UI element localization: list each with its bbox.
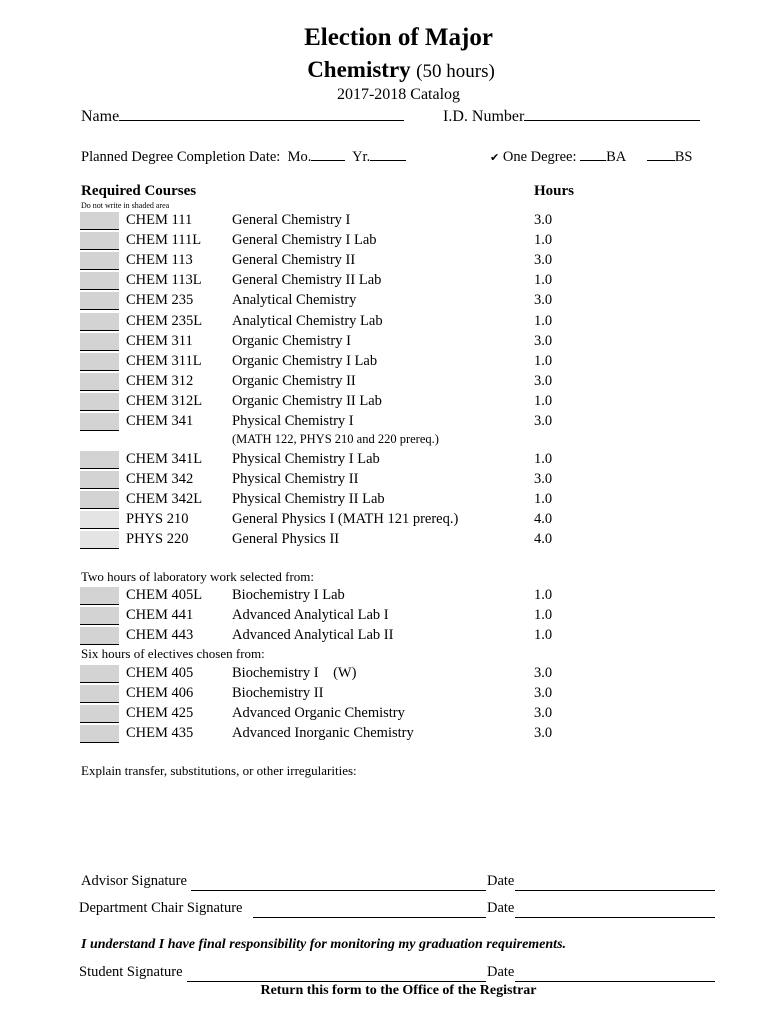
ba-label: BA xyxy=(606,149,626,165)
course-name: Advanced Inorganic Chemistry xyxy=(232,725,414,741)
course-code: PHYS 210 xyxy=(126,511,189,527)
course-code: CHEM 111 xyxy=(126,212,193,228)
month-label: Mo. xyxy=(287,149,312,165)
shaded-box xyxy=(80,511,119,529)
course-name: General Chemistry I Lab xyxy=(232,232,377,248)
prereq-note: (MATH 122, PHYS 210 and 220 prereq.) xyxy=(232,432,439,446)
course-hours: 3.0 xyxy=(534,333,553,349)
course-hours: 3.0 xyxy=(534,373,553,389)
course-name: Physical Chemistry II xyxy=(232,471,359,487)
student-signature-field[interactable] xyxy=(187,980,486,982)
course-hours: 3.0 xyxy=(534,212,553,228)
shaded-box xyxy=(80,725,119,743)
course-name: Physical Chemistry II Lab xyxy=(232,491,385,507)
course-code: CHEM 311L xyxy=(126,353,202,369)
course-name: Analytical Chemistry xyxy=(232,292,357,308)
course-hours: 1.0 xyxy=(534,627,553,643)
course-name: Organic Chemistry II Lab xyxy=(232,393,382,409)
shaded-box xyxy=(80,531,119,549)
course-name: General Chemistry II xyxy=(232,252,356,268)
course-code: CHEM 441 xyxy=(126,607,194,623)
id-row xyxy=(443,106,700,126)
course-code: CHEM 113L xyxy=(126,272,202,288)
course-hours: 3.0 xyxy=(534,725,553,741)
hours-header: Hours xyxy=(534,183,575,199)
shaded-box xyxy=(80,333,119,351)
course-code: CHEM 111L xyxy=(126,232,202,248)
course-hours: 1.0 xyxy=(534,587,553,603)
shaded-box xyxy=(80,292,119,310)
id-number-field[interactable] xyxy=(524,106,700,121)
degree-row xyxy=(490,146,692,166)
course-code: CHEM 113 xyxy=(126,252,193,268)
course-hours: 1.0 xyxy=(534,232,553,248)
course-hours: 3.0 xyxy=(534,705,553,721)
course-hours: 1.0 xyxy=(534,313,553,329)
course-code: CHEM 235 xyxy=(126,292,194,308)
course-hours: 3.0 xyxy=(534,685,553,701)
shaded-box xyxy=(80,685,119,703)
course-hours: 3.0 xyxy=(534,252,553,268)
course-name: Advanced Analytical Lab II xyxy=(232,627,394,643)
shaded-area-note: Do not write in shaded area xyxy=(81,201,170,210)
course-name: Biochemistry I (W) xyxy=(232,665,357,681)
name-label: Name xyxy=(81,108,120,125)
course-code: CHEM 405L xyxy=(126,587,203,603)
shaded-box xyxy=(80,252,119,270)
chair-signature-field[interactable] xyxy=(253,916,486,918)
course-name: General Physics I (MATH 121 prereq.) xyxy=(232,511,459,527)
shaded-box xyxy=(80,373,119,391)
shaded-box xyxy=(80,232,119,250)
advisor-date-field[interactable] xyxy=(515,889,715,891)
student-date-field[interactable] xyxy=(515,980,715,982)
course-code: CHEM 342 xyxy=(126,471,194,487)
course-hours: 4.0 xyxy=(534,531,553,547)
course-name: Physical Chemistry I Lab xyxy=(232,451,380,467)
course-code: CHEM 341 xyxy=(126,413,194,429)
course-hours: 3.0 xyxy=(534,471,553,487)
major-hours: (50 hours) xyxy=(416,61,495,82)
advisor-date-label: Date xyxy=(487,873,515,889)
shaded-box xyxy=(80,393,119,411)
course-name: Analytical Chemistry Lab xyxy=(232,313,383,329)
ba-field[interactable] xyxy=(580,146,606,161)
catalog-year: 2017-2018 Catalog xyxy=(336,86,461,103)
explain-label: Explain transfer, substitutions, or other irregularities: xyxy=(81,763,357,778)
course-code: CHEM 312 xyxy=(126,373,194,389)
shaded-box xyxy=(80,471,119,489)
chair-signature-label: Department Chair Signature xyxy=(79,900,243,916)
form-title: Election of Major xyxy=(304,24,493,51)
course-name: Physical Chemistry I xyxy=(232,413,354,429)
major-name: Chemistry xyxy=(307,57,411,82)
check-icon: ✔ xyxy=(490,152,500,164)
shaded-box xyxy=(80,353,119,371)
course-name: Organic Chemistry I Lab xyxy=(232,353,378,369)
shaded-box xyxy=(80,627,119,645)
course-hours: 4.0 xyxy=(534,511,553,527)
shaded-box xyxy=(80,665,119,683)
one-degree-label: One Degree: xyxy=(502,149,577,165)
name-row xyxy=(81,106,404,126)
student-date-label: Date xyxy=(487,964,515,980)
course-hours: 1.0 xyxy=(534,491,553,507)
id-label: I.D. Number xyxy=(443,108,525,125)
course-name: Advanced Organic Chemistry xyxy=(232,705,405,721)
course-code: CHEM 311 xyxy=(126,333,193,349)
course-code: CHEM 425 xyxy=(126,705,194,721)
shaded-box xyxy=(80,607,119,625)
course-hours: 3.0 xyxy=(534,413,553,429)
course-hours: 1.0 xyxy=(534,451,553,467)
course-name: General Chemistry I xyxy=(232,212,351,228)
course-hours: 3.0 xyxy=(534,665,553,681)
elective-section-label: Six hours of electives chosen from: xyxy=(81,646,265,661)
course-code: CHEM 312L xyxy=(126,393,203,409)
course-name: Organic Chemistry II xyxy=(232,373,356,389)
course-name: Organic Chemistry I xyxy=(232,333,351,349)
chair-date-field[interactable] xyxy=(515,916,715,918)
return-instructions: Return this form to the Office of the Registrar xyxy=(260,983,537,998)
required-courses-header: Required Courses xyxy=(81,183,197,199)
year-label: Yr. xyxy=(352,149,371,165)
completion-label: Planned Degree Completion Date: xyxy=(81,149,281,165)
bs-label: BS xyxy=(674,149,693,165)
shaded-box xyxy=(80,413,119,431)
course-name: Advanced Analytical Lab I xyxy=(232,607,389,623)
shaded-box xyxy=(80,705,119,723)
course-code: CHEM 342L xyxy=(126,491,203,507)
shaded-box xyxy=(80,212,119,230)
advisor-signature-label: Advisor Signature xyxy=(81,873,187,889)
shaded-box xyxy=(80,491,119,509)
course-code: PHYS 220 xyxy=(126,531,189,547)
name-field[interactable] xyxy=(119,106,404,121)
course-code: CHEM 235L xyxy=(126,313,203,329)
course-hours: 1.0 xyxy=(534,393,553,409)
advisor-signature-field[interactable] xyxy=(191,889,486,891)
year-field[interactable] xyxy=(370,146,406,161)
course-code: CHEM 443 xyxy=(126,627,194,643)
course-code: CHEM 405 xyxy=(126,665,194,681)
shaded-box xyxy=(80,313,119,331)
course-name: Biochemistry II xyxy=(232,685,324,701)
month-field[interactable] xyxy=(311,146,345,161)
responsibility-statement: I understand I have final responsibility for monitoring my graduation requirements. xyxy=(81,937,567,952)
course-name: Biochemistry I Lab xyxy=(232,587,345,603)
course-hours: 3.0 xyxy=(534,292,553,308)
student-signature-label: Student Signature xyxy=(79,964,183,980)
shaded-box xyxy=(80,587,119,605)
chair-date-label: Date xyxy=(487,900,515,916)
completion-row xyxy=(81,146,406,166)
course-code: CHEM 435 xyxy=(126,725,194,741)
course-code: CHEM 341L xyxy=(126,451,203,467)
lab-section-label: Two hours of laboratory work selected from: xyxy=(81,569,315,584)
shaded-box xyxy=(80,272,119,290)
form-subtitle xyxy=(0,57,770,83)
shaded-box xyxy=(80,451,119,469)
course-hours: 1.0 xyxy=(534,272,553,288)
bs-field[interactable] xyxy=(647,146,675,161)
course-name: General Physics II xyxy=(232,531,340,547)
course-name: General Chemistry II Lab xyxy=(232,272,382,288)
course-code: CHEM 406 xyxy=(126,685,194,701)
course-hours: 1.0 xyxy=(534,353,553,369)
course-hours: 1.0 xyxy=(534,607,553,623)
